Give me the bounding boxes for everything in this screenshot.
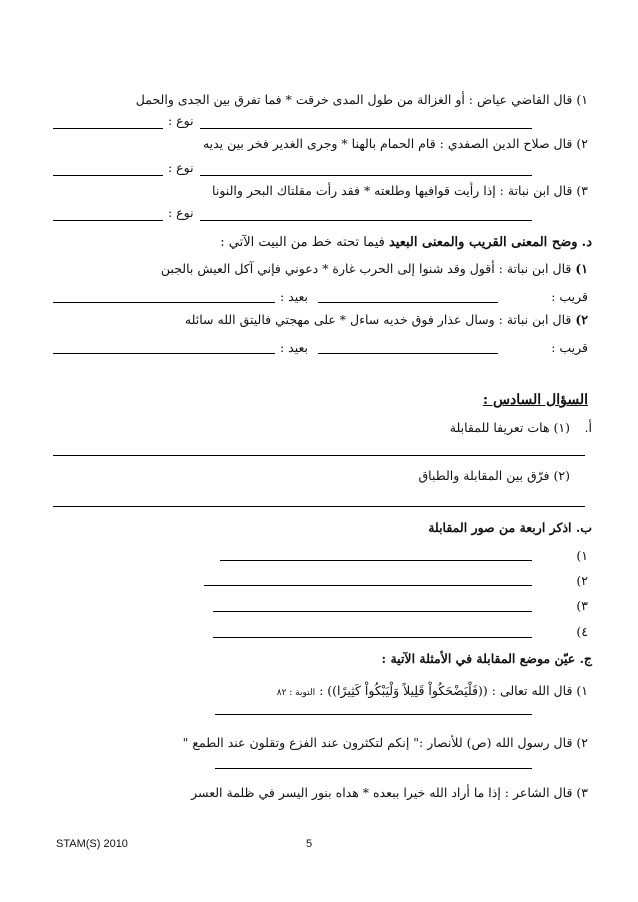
q6-b1-line[interactable] [220, 560, 532, 561]
item-1-text: ١) قال القاضي عياض : أو الغزالة من طول المدى خرقت * فما تفرق بين الجدى والحمل [135, 92, 588, 107]
item-3-type-label: نوع : [168, 205, 194, 220]
item-2-type-label: نوع : [168, 160, 194, 175]
q6-c-label: ج. عيّن موضع المقابلة في الأمثلة الآتية : [381, 651, 592, 666]
q6-c2-text: ٢) قال رسول الله (ص) للأنصار :" إنكم لتكثرون عند الفزع وتقلون عند الطمع " [182, 735, 588, 750]
part-d-heading: د. وضح المعنى القريب والمعنى البعيد فيما تحته خط من البيت الآتي : [220, 235, 592, 250]
q6-b4-line[interactable] [213, 637, 532, 638]
part-d-item-2-near-line[interactable] [318, 353, 498, 354]
part-d-item-1-far-label: بعيد : [280, 289, 309, 304]
item-1-answer-line[interactable] [200, 128, 532, 129]
q6-c1-reference: التوبة : ٨٢ [276, 688, 316, 698]
item-1-type-line[interactable] [53, 128, 163, 129]
item-3-answer-line[interactable] [200, 220, 532, 221]
part-d-item-2-far-label: بعيد : [280, 340, 309, 355]
q6-b2-num: ٢) [576, 573, 588, 588]
q6-b2-line[interactable] [204, 585, 532, 586]
q6-c2-answer-line[interactable] [215, 768, 532, 769]
q6-c1-answer-line[interactable] [215, 714, 532, 715]
part-d-item-2-text: ٢) قال ابن نباتة : وسال عذار فوق خديه ساءل * على مهجتي فاليتق الله سائله [184, 312, 588, 327]
q6-a2-answer-line[interactable] [53, 506, 585, 507]
item-3-type-line[interactable] [53, 220, 163, 221]
part-d-item-2-far-line[interactable] [53, 353, 275, 354]
part-d-item-1-near-label: قريب : [551, 289, 588, 304]
q6-c1-text: ١) قال الله تعالى : ((فَلْيَضْحَكُواْ قَلِيلاً وَلْيَبْكُواْ كَثِيرًا)) : التوبة : ٨٢ [276, 683, 588, 698]
q6-a-letter: أ. [584, 420, 592, 435]
q6-b3-num: ٣) [576, 598, 588, 613]
part-d-item-1-far-line[interactable] [53, 302, 275, 303]
q6-b4-num: ٤) [576, 624, 588, 639]
part-d-item-1-near-line[interactable] [318, 302, 498, 303]
q6-a2-text: (٢) فرّق بين المقابلة والطباق [418, 468, 570, 483]
item-2-text: ٢) قال صلاح الدين الصفدي : قام الحمام بالهنا * وجرى الغدير فخر بين يديه [202, 136, 588, 151]
part-d-item-1-text: ١) قال ابن نباتة : أقول وقد شنوا إلى الحرب غارة * دعوني فإني آكل العيش بالجبن [160, 261, 588, 276]
q6-b3-line[interactable] [213, 611, 532, 612]
q6-a1-answer-line[interactable] [53, 455, 585, 456]
q6-a1-text: (١) هات تعريفا للمقابلة [449, 420, 570, 435]
q6-c3-text: ٣) قال الشاعر : إذا ما أراد الله خيرا ببعده * هداه بنور اليسر في ظلمة العسر [191, 785, 588, 800]
footer-exam-code: STAM(S) 2010 [56, 838, 128, 850]
item-2-answer-line[interactable] [200, 175, 532, 176]
footer-page-number: 5 [306, 838, 313, 850]
item-1-type-label: نوع : [168, 113, 194, 128]
q6-b1-num: ١) [576, 548, 588, 563]
item-3-text: ٣) قال ابن نباتة : إذا رأيت قوافيها وطلعته * فقد رأت مقلتاك البحر والنونا [212, 183, 588, 198]
q6-b-label: ب. اذكر اربعة من صور المقابلة [428, 520, 592, 535]
question-6-title: السؤال السادس : [482, 392, 588, 408]
item-2-type-line[interactable] [53, 175, 163, 176]
part-d-item-2-near-label: قريب : [551, 340, 588, 355]
